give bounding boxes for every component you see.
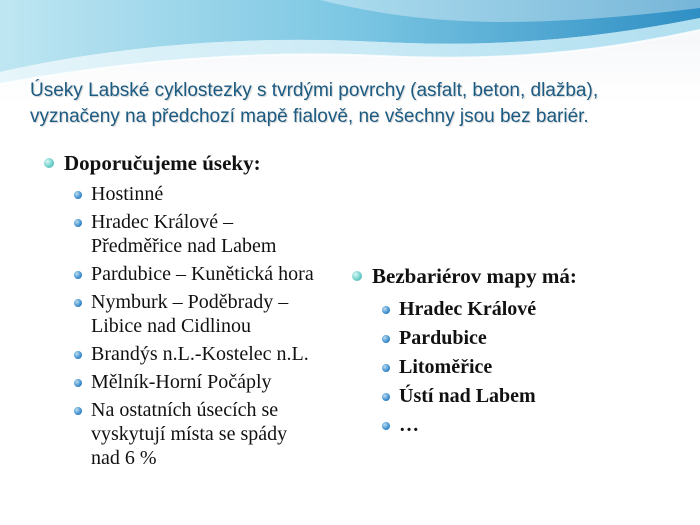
bullet-dot-icon [74, 351, 82, 359]
list-item-text: nad 6 % [91, 447, 157, 469]
list-item-text: Ústí nad Labem [399, 385, 536, 407]
list-item [382, 384, 672, 408]
list-item [382, 355, 672, 379]
list-item-text: Pardubice [399, 327, 487, 349]
bullet-dot-icon [382, 335, 390, 343]
slide-title [30, 78, 680, 130]
list-item [382, 413, 672, 437]
list-item [382, 326, 672, 350]
bullet-dot-icon [74, 219, 82, 227]
list-item-text: Pardubice – Kunětická hora [91, 263, 314, 285]
list-item-text: Předměřice nad Labem [91, 235, 277, 257]
slide-title-line-2: vyznačeny na předchozí mapě fialově, ne všechny jsou bez bariér. [30, 106, 589, 127]
barrier-free-maps-heading: Bezbariérov mapy má: [372, 264, 577, 288]
bullet-dot-icon [74, 271, 82, 279]
list-item-text: Hradec Králové [399, 298, 537, 320]
list-item-text: … [399, 414, 419, 436]
recommended-sections-column [44, 150, 354, 474]
list-item [74, 398, 354, 470]
list-item [74, 210, 354, 258]
barrier-free-maps-heading-item [352, 263, 672, 289]
header-wave-decoration [0, 0, 700, 90]
barrier-free-maps-list [382, 297, 672, 437]
list-item-text: Libice nad Cidlinou [91, 315, 251, 337]
bullet-dot-icon [74, 299, 82, 307]
list-item-text: Hradec Králové – [91, 211, 234, 233]
barrier-free-maps-column [352, 263, 672, 442]
list-item [74, 342, 354, 366]
list-item-text: Litoměřice [399, 356, 493, 378]
bullet-dot-icon [382, 364, 390, 372]
list-item-text: Mělník-Horní Počáply [91, 371, 272, 393]
list-item [74, 262, 354, 286]
list-item-text: Brandýs n.L.-Kostelec n.L. [91, 343, 309, 365]
recommended-sections-heading: Doporučujeme úseky: [64, 151, 261, 175]
list-item [74, 370, 354, 394]
list-item-text: Hostinné [91, 183, 164, 205]
slide-title-line-1: Úseky Labské cyklostezky s tvrdými povrchy (asfalt, beton, dlažba), [30, 80, 599, 101]
bullet-dot-icon [74, 191, 82, 199]
bullet-dot-icon [352, 271, 362, 281]
list-item-text: vyskytují místa se spády [91, 423, 288, 445]
list-item-text: Na ostatních úsecích se [91, 399, 279, 421]
list-item [74, 182, 354, 206]
recommended-sections-heading-item [44, 150, 354, 176]
list-item [74, 290, 354, 338]
bullet-dot-icon [382, 422, 390, 430]
bullet-dot-icon [74, 407, 82, 415]
bullet-dot-icon [382, 393, 390, 401]
recommended-sections-list [74, 182, 354, 470]
bullet-dot-icon [44, 158, 54, 168]
list-item-text: Nymburk – Poděbrady – [91, 291, 289, 313]
bullet-dot-icon [74, 379, 82, 387]
list-item [382, 297, 672, 321]
bullet-dot-icon [382, 306, 390, 314]
